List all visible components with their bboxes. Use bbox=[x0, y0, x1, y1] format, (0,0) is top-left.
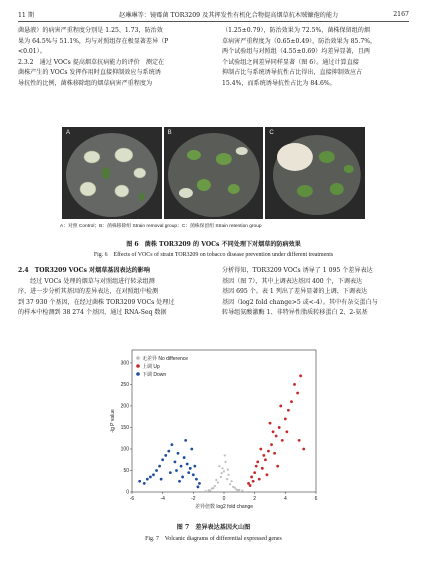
data-point-nodiff bbox=[228, 474, 230, 476]
data-point-up bbox=[253, 471, 256, 474]
data-point-up bbox=[290, 400, 293, 403]
data-point-up bbox=[285, 430, 288, 433]
legend-label: 下调 Down bbox=[142, 371, 167, 378]
data-point-nodiff bbox=[227, 469, 229, 471]
data-point-up bbox=[287, 409, 290, 412]
left-column-bottom bbox=[18, 266, 205, 319]
running-header bbox=[18, 8, 409, 22]
running-title: 赵琳琳等：镜霉菌 TOR3209 及其挥发性有机化合物提高烟草抗木贼镰孢的能力 bbox=[119, 12, 339, 19]
panel-label: C bbox=[269, 130, 274, 136]
figure6-photos bbox=[62, 127, 365, 219]
data-point-down bbox=[197, 485, 200, 488]
data-point-nodiff bbox=[218, 465, 220, 467]
data-point-down bbox=[175, 469, 178, 472]
data-point-up bbox=[299, 374, 302, 377]
text-line: 的样本中检测到 38 274 个基因，通过 RNA-Seq 数据 bbox=[18, 309, 167, 317]
text-line: 分析得知，TOR3209 VOCs 诱导了 1 095 个差异表达 bbox=[222, 267, 373, 274]
photo-panel-c bbox=[265, 127, 365, 219]
x-tick-label: 0 bbox=[222, 496, 226, 502]
data-point-up bbox=[259, 448, 262, 451]
section-heading: 2.4 TOR3209 VOCs 对烟草基因表达的影响 bbox=[18, 267, 150, 274]
data-point-nodiff bbox=[237, 489, 239, 491]
data-point-down bbox=[184, 439, 187, 442]
data-point-up bbox=[262, 454, 265, 457]
legend-marker bbox=[136, 364, 140, 368]
data-point-down bbox=[138, 480, 141, 483]
volcano-plot-svg bbox=[108, 344, 322, 511]
data-point-down bbox=[189, 467, 192, 470]
data-point-down bbox=[183, 456, 186, 459]
x-tick-label: -4 bbox=[160, 496, 165, 502]
data-point-up bbox=[252, 480, 255, 483]
x-tick-label: -2 bbox=[191, 496, 196, 502]
data-point-up bbox=[278, 426, 281, 429]
photo-panel-b bbox=[164, 127, 264, 219]
data-point-down bbox=[155, 469, 158, 472]
right-column-top bbox=[222, 26, 410, 90]
data-point-up bbox=[256, 460, 259, 463]
data-point-up bbox=[293, 383, 296, 386]
legend-marker bbox=[136, 356, 140, 360]
data-point-nodiff bbox=[205, 490, 207, 492]
data-point-down bbox=[160, 478, 163, 481]
data-point-up bbox=[266, 473, 269, 476]
text-line: 两个试验组与对照组（4.55±0.69）均差异显著，且两 bbox=[222, 48, 371, 56]
text-line: 菌株产生的 VOCs 发挥作用时直接抑制效应与系统诱 bbox=[18, 69, 161, 77]
data-point-nodiff bbox=[241, 490, 243, 492]
data-point-nodiff bbox=[217, 481, 219, 483]
data-point-up bbox=[298, 439, 301, 442]
data-point-down bbox=[195, 478, 198, 481]
data-point-down bbox=[146, 478, 149, 481]
data-point-nodiff bbox=[231, 480, 233, 482]
data-point-nodiff bbox=[214, 485, 216, 487]
text-line: 基因（log2 fold change>5 或<-4）。其中有杂交蛋白与 bbox=[222, 298, 378, 306]
data-point-nodiff bbox=[221, 467, 223, 469]
data-point-nodiff bbox=[212, 487, 214, 489]
figure6-subcaption: A：对照 Control；B：菌株移除组 Strain removal group；C：菌株保留组 Strain retention group bbox=[60, 224, 262, 229]
data-point-down bbox=[193, 465, 196, 468]
right-column-bottom bbox=[222, 266, 410, 319]
y-tick-label: 50 bbox=[123, 468, 129, 475]
figure6-caption-zh: 图 6 菌株 TOR3209 的 VOCs 不同处理下对烟草的防病效果 bbox=[126, 241, 301, 248]
page-number: 2167 bbox=[393, 11, 409, 18]
data-point-up bbox=[302, 448, 305, 451]
data-point-up bbox=[281, 439, 284, 442]
data-point-up bbox=[272, 430, 275, 433]
data-point-up bbox=[249, 484, 252, 487]
text-line: 基因 695 个。表 1 列出了差异显著的上调、下调表达 bbox=[222, 288, 368, 296]
data-point-down bbox=[161, 458, 164, 461]
figure6-caption-en: Fig. 6 Effects of VOCs of strain TOR3209 on tobacco disease prevention under different treatments bbox=[93, 252, 334, 258]
x-tick-label: 2 bbox=[253, 496, 257, 502]
data-point-down bbox=[177, 452, 180, 455]
text-line: 抑制占比与系统诱导抗性占比得出，直接抑制效应占 bbox=[222, 69, 363, 77]
data-point-up bbox=[279, 405, 282, 408]
data-point-nodiff bbox=[223, 470, 225, 472]
data-point-down bbox=[143, 482, 146, 485]
y-tick-label: 100 bbox=[120, 446, 129, 453]
data-point-nodiff bbox=[229, 483, 231, 485]
data-point-nodiff bbox=[215, 479, 217, 481]
data-point-down bbox=[170, 443, 173, 446]
x-tick-label: -6 bbox=[129, 496, 135, 502]
data-point-up bbox=[275, 435, 278, 438]
y-axis-label: -lg P value bbox=[110, 409, 116, 433]
data-point-down bbox=[190, 448, 193, 451]
data-point-nodiff bbox=[224, 461, 226, 463]
y-tick-label: 300 bbox=[120, 360, 129, 367]
data-point-up bbox=[276, 465, 279, 468]
legend-marker bbox=[136, 372, 140, 376]
data-point-down bbox=[169, 471, 172, 474]
data-point-down bbox=[187, 471, 190, 474]
data-point-up bbox=[255, 465, 258, 468]
data-point-down bbox=[181, 476, 184, 479]
text-line: 15.4%，而系统诱导抗性占比为 84.6%。 bbox=[222, 79, 336, 87]
data-point-up bbox=[284, 417, 287, 420]
y-tick-label: 250 bbox=[120, 382, 129, 389]
left-column-top bbox=[18, 26, 205, 90]
data-point-down bbox=[167, 450, 170, 453]
text-line: 草病害严重程度为（0.65±0.49），防治效果为 85.7%， bbox=[222, 37, 377, 45]
data-point-down bbox=[192, 473, 195, 476]
data-point-down bbox=[180, 465, 183, 468]
text-line: 导抗性的比例，菌株移除组的烟草病害严重程度为 bbox=[18, 79, 153, 87]
y-tick-label: 150 bbox=[120, 425, 129, 432]
data-point-up bbox=[250, 476, 253, 479]
text-line: 经过 VOCs 处理的烟草与对照组进行转录组测 bbox=[18, 277, 155, 285]
x-tick-label: 6 bbox=[314, 496, 318, 502]
data-point-nodiff bbox=[220, 476, 222, 478]
data-point-up bbox=[267, 450, 270, 453]
text-line: <0.01）。 bbox=[18, 48, 46, 56]
data-point-up bbox=[258, 478, 261, 481]
x-axis-label: 差异倍数 log2 fold change bbox=[194, 504, 254, 510]
data-point-nodiff bbox=[234, 487, 236, 489]
data-point-up bbox=[269, 422, 272, 425]
y-tick-label: 0 bbox=[126, 489, 129, 496]
photo-panel-a bbox=[62, 127, 162, 219]
text-line: 序，进一步分析其基因的差异表达，在对照组中检测 bbox=[18, 288, 159, 296]
data-point-nodiff bbox=[221, 472, 223, 474]
data-point-up bbox=[273, 452, 276, 455]
data-point-up bbox=[296, 392, 299, 395]
data-point-down bbox=[198, 482, 201, 485]
data-point-up bbox=[261, 467, 264, 470]
text-line: 转导组氨酸激酶 1、非特异性脂质转移蛋白 2、2-氨基 bbox=[222, 309, 368, 317]
text-line: 基因（图 7），其中上调表达基因 400 个，下调表达 bbox=[222, 277, 363, 285]
volcano-plot bbox=[108, 344, 322, 511]
section-heading: 2.3.2 通过 VOCs 提高烟草抗病能力的评价 测定在 bbox=[18, 58, 165, 66]
legend-label: 无差异 No difference bbox=[142, 355, 189, 362]
data-point-nodiff bbox=[209, 490, 211, 492]
issue-number: 11 期 bbox=[18, 12, 35, 19]
figure7-caption-en: Fig. 7 Volcanic diagrams of differential expressed genes bbox=[145, 536, 282, 542]
text-line: （1.25±0.79），防治效果为 72.5%，菌株保留组的烟 bbox=[222, 27, 370, 34]
data-point-down bbox=[178, 480, 181, 483]
data-point-down bbox=[149, 476, 152, 479]
text-line: 菌悬液）的病害严重程度分别是 1.25、1.73，防治效 bbox=[18, 27, 163, 34]
panel-label: B bbox=[167, 130, 172, 136]
data-point-down bbox=[152, 473, 155, 476]
data-point-down bbox=[186, 463, 189, 466]
data-point-down bbox=[164, 454, 167, 457]
x-tick-label: 4 bbox=[283, 496, 287, 502]
panel-label: A bbox=[66, 130, 71, 136]
data-point-down bbox=[158, 465, 161, 468]
data-point-nodiff bbox=[224, 454, 226, 456]
data-point-nodiff bbox=[226, 478, 228, 480]
y-tick-label: 200 bbox=[120, 403, 129, 410]
text-line: 到 37 930 个基因，在经过菌株 TOR3209 VOCs 处理过 bbox=[18, 298, 175, 306]
figure7-caption-zh: 图 7 差异表达基因火山图 bbox=[176, 524, 251, 531]
data-point-up bbox=[270, 443, 273, 446]
data-point-up bbox=[264, 458, 267, 461]
legend-label: 上调 Up bbox=[142, 363, 160, 370]
text-line: 个试验组之间差异同样显著（图 6）。通过计算直接 bbox=[222, 58, 359, 66]
text-line: 果为 64.5%与 51.1%，均与对照组存在极显著差异（P bbox=[18, 37, 169, 45]
data-point-down bbox=[174, 460, 177, 463]
